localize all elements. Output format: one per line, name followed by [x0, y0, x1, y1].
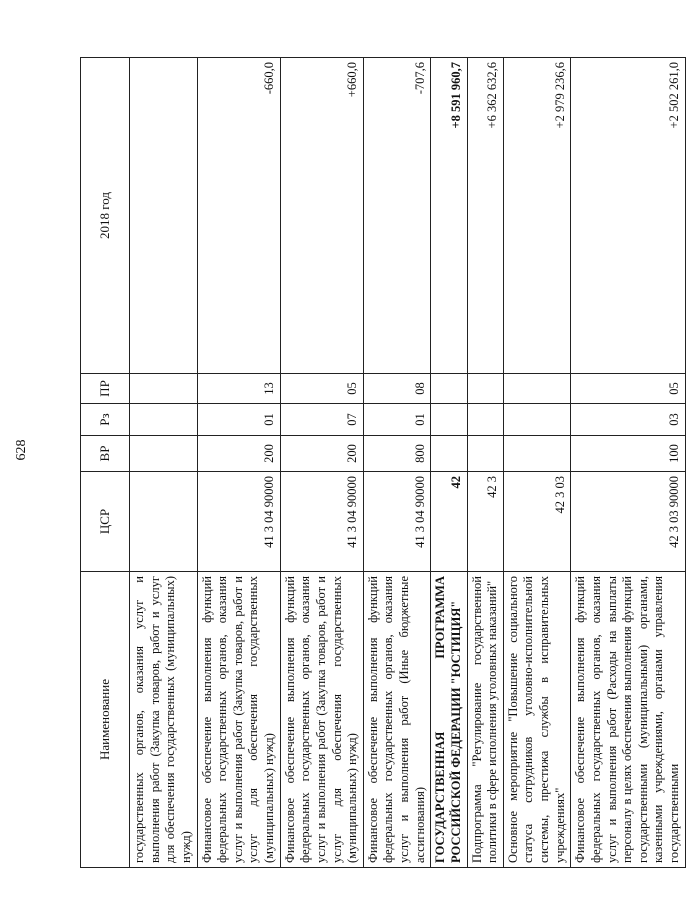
- cell-pr: 05: [280, 374, 363, 404]
- cell-rz: [431, 404, 467, 436]
- page-number: 628: [14, 439, 29, 461]
- cell-vr: [130, 436, 198, 472]
- cell-vr: 200: [280, 436, 363, 472]
- cell-name: Основное мероприятие "Повышение социального статуса сотрудников уголовно-исполнительной системы, престижа службы в исправительных учреждениях": [503, 572, 571, 868]
- cell-pr: 08: [363, 374, 431, 404]
- table-header-row: [81, 58, 130, 868]
- cell-name: государственных органов, оказания услуг и выполнения работ (Закупка товаров, работ и услуг для обеспечения государственных (муниципальных) нужд): [130, 572, 198, 868]
- cell-csr: 42: [431, 472, 467, 572]
- cell-value: -660,0: [197, 58, 280, 374]
- cell-vr: [503, 436, 571, 472]
- table-row: [571, 58, 685, 868]
- cell-csr: [130, 472, 198, 572]
- cell-vr: 100: [571, 436, 685, 472]
- cell-vr: 200: [197, 436, 280, 472]
- cell-rz: 03: [571, 404, 685, 436]
- cell-rz: [503, 404, 571, 436]
- cell-pr: 05: [571, 374, 685, 404]
- cell-csr: 41 3 04 90000: [197, 472, 280, 572]
- rotated-page: [80, 58, 681, 868]
- column-header-name: Наименование: [81, 572, 130, 868]
- column-header-year: 2018 год: [81, 58, 130, 374]
- cell-rz: 01: [363, 404, 431, 436]
- cell-pr: [130, 374, 198, 404]
- column-header-vr: ВР: [81, 436, 130, 472]
- table-row: [197, 58, 280, 868]
- cell-pr: [467, 374, 503, 404]
- cell-vr: 800: [363, 436, 431, 472]
- cell-csr: 42 3 03: [503, 472, 571, 572]
- table-row: [280, 58, 363, 868]
- column-header-pr: ПР: [81, 374, 130, 404]
- cell-value: +2 502 261,0: [571, 58, 685, 374]
- cell-name: ГОСУДАРСТВЕННАЯ ПРОГРАММА РОССИЙСКОЙ ФЕДЕРАЦИИ "ЮСТИЦИЯ": [431, 572, 467, 868]
- cell-name: Финансовое обеспечение выполнения функций федеральных государственных органов, оказания услуг и выполнения работ (Закупка товаров, работ и услуг для обеспечения государственных (муниципальных) нужд): [197, 572, 280, 868]
- cell-name: Финансовое обеспечение выполнения функций федеральных государственных органов, оказания услуг и выполнения работ (Закупка товаров, работ и услуг для обеспечения государственных (муниципальных) нужд): [280, 572, 363, 868]
- cell-csr: 42 3: [467, 472, 503, 572]
- column-header-csr: ЦСР: [81, 472, 130, 572]
- budget-table: [80, 57, 686, 868]
- cell-value: +8 591 960,7: [431, 58, 467, 374]
- cell-value: +660,0: [280, 58, 363, 374]
- cell-pr: 13: [197, 374, 280, 404]
- cell-rz: [130, 404, 198, 436]
- cell-rz: 01: [197, 404, 280, 436]
- table-row: [503, 58, 571, 868]
- cell-value: [130, 58, 198, 374]
- cell-value: -707,6: [363, 58, 431, 374]
- table-row: [467, 58, 503, 868]
- cell-value: +6 362 632,6: [467, 58, 503, 374]
- cell-pr: [503, 374, 571, 404]
- cell-name: Финансовое обеспечение выполнения функций федеральных государственных органов, оказания услуг и выполнения работ (Иные бюджетные ассигнования): [363, 572, 431, 868]
- cell-csr: 41 3 04 90000: [280, 472, 363, 572]
- cell-vr: [467, 436, 503, 472]
- table-row: [130, 58, 198, 868]
- cell-rz: 07: [280, 404, 363, 436]
- cell-csr: 42 3 03 90000: [571, 472, 685, 572]
- cell-value: +2 979 236,6: [503, 58, 571, 374]
- column-header-rz: Рз: [81, 404, 130, 436]
- cell-name: Подпрограмма "Регулирование государственной политики в сфере исполнения уголовных наказаний": [467, 572, 503, 868]
- cell-name: Финансовое обеспечение выполнения функций федеральных государственных органов, оказания услуг и выполнения работ (Расходы на выплаты персоналу в целях обеспечения выполнения функций государственными (муниципальными) органами, казенными учреждениями, органами управления государственными: [571, 572, 685, 868]
- cell-csr: 41 3 04 90000: [363, 472, 431, 572]
- cell-pr: [431, 374, 467, 404]
- cell-vr: [431, 436, 467, 472]
- table-row: [363, 58, 431, 868]
- table-row: [431, 58, 467, 868]
- cell-rz: [467, 404, 503, 436]
